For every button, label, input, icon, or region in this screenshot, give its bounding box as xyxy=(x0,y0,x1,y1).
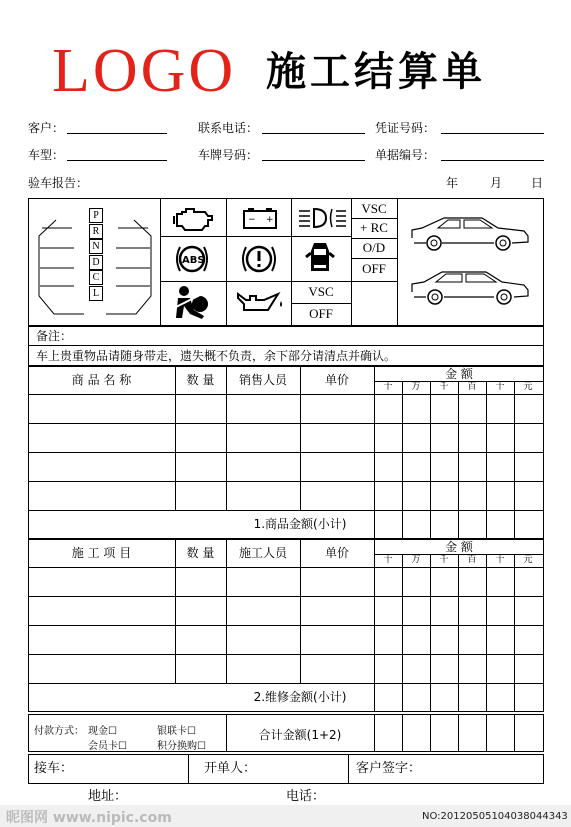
footer-row xyxy=(28,754,544,784)
goods_table-row[interactable] xyxy=(29,424,543,452)
logo: LOGO xyxy=(52,37,237,105)
service_table-digit-header: 万 xyxy=(411,555,421,565)
goods_table-digit-header: 万 xyxy=(411,382,421,392)
voucher-label: 凭证号码： xyxy=(375,121,436,135)
customer-label: 客户： xyxy=(28,121,65,135)
car-side-icon-2 xyxy=(408,266,532,308)
service_table-digit-header: 元 xyxy=(523,555,533,565)
vsc-rc-label: O/D xyxy=(362,240,386,255)
service_table-digit-header: 百 xyxy=(467,555,477,565)
voucher-field[interactable] xyxy=(441,119,544,134)
phone-field[interactable] xyxy=(262,119,365,134)
service_table-digit-header: 千 xyxy=(439,555,449,565)
abs-label: ABS xyxy=(182,255,205,266)
goods_table-row[interactable] xyxy=(29,482,543,510)
goods_table-digit-header: 元 xyxy=(523,382,533,392)
vsc-rc-label: VSC xyxy=(361,201,387,216)
goods_table-header: 数 量 xyxy=(186,373,215,387)
unionpay-checkbox[interactable]: 银联卡☐ xyxy=(157,726,196,737)
customer-field[interactable] xyxy=(67,119,167,134)
vsc-rc-label: OFF xyxy=(362,261,386,276)
watermark-id: NO:20120505104038044343 xyxy=(422,811,568,822)
service_table-row[interactable] xyxy=(29,568,543,596)
vsc-rc-label: + RC xyxy=(360,220,388,235)
service_table-row[interactable] xyxy=(29,597,543,625)
month-label: 月 xyxy=(490,176,503,190)
page-title: 施工结算单 xyxy=(266,48,486,95)
gear-letter: N xyxy=(89,239,103,254)
goods_table-digit-header: 千 xyxy=(439,382,449,392)
plate-field[interactable] xyxy=(262,146,365,161)
phone-label: 联系电话： xyxy=(198,121,259,135)
goods_table-row[interactable] xyxy=(29,395,543,423)
car-model-field[interactable] xyxy=(67,146,167,161)
total-label: 合计金额(1+2) xyxy=(258,728,342,742)
service_table-digit-header: 十 xyxy=(383,555,393,565)
service_table-amount-header: 金 额 xyxy=(445,540,473,554)
door-open-icon xyxy=(305,239,335,277)
watermark-site: 昵图网 www.nipic.com xyxy=(6,810,172,826)
doc-no-label: 单据编号： xyxy=(375,148,436,162)
issuer-label: 开单人： xyxy=(204,761,257,776)
service_table-header: 施 工 项 目 xyxy=(71,546,132,560)
inspection-label: 验车报告： xyxy=(28,176,89,190)
gear-letter: D xyxy=(89,255,103,270)
car-model-label: 车型： xyxy=(28,148,65,162)
goods_table-subtotal: 1.商品金额(小计) xyxy=(253,517,347,531)
service_table-header: 施工人员 xyxy=(238,546,287,560)
service_table-row[interactable] xyxy=(29,626,543,654)
gear-letter: L xyxy=(89,286,103,301)
payment-method-label: 付款方式： xyxy=(34,726,84,737)
svg-text:−: − xyxy=(248,215,256,225)
fog-light-icon xyxy=(296,206,348,230)
remark-row[interactable] xyxy=(28,326,544,346)
service_table-header: 单价 xyxy=(324,546,349,560)
engine-icon xyxy=(172,206,214,232)
goods_table-header: 商 品 名 称 xyxy=(71,373,132,387)
vsc-off-label: VSC xyxy=(308,284,334,299)
goods_table-amount-header: 金 额 xyxy=(445,367,473,381)
warning-text: 车上贵重物品请随身带走，遗失概不负责，余下部分请清点并确认。 xyxy=(36,349,397,363)
pickup-label: 接车： xyxy=(34,761,74,776)
svg-text:+: + xyxy=(266,215,274,225)
goods_table-digit-header: 十 xyxy=(495,382,505,392)
year-label: 年 xyxy=(446,176,459,190)
goods_table-digit-header: 百 xyxy=(467,382,477,392)
service_table-digit-header: 十 xyxy=(495,555,505,565)
warning-icon xyxy=(240,241,278,277)
cash-checkbox[interactable]: 现金☐ xyxy=(88,726,117,737)
service_table-row[interactable] xyxy=(29,655,543,683)
goods_table-digit-header: 十 xyxy=(383,382,393,392)
battery-icon xyxy=(242,206,278,230)
goods_table-row[interactable] xyxy=(29,453,543,481)
oil-icon xyxy=(234,286,286,316)
service_table-header: 数 量 xyxy=(186,546,215,560)
airbag-icon xyxy=(170,284,214,322)
gear-letter: P xyxy=(89,208,103,223)
goods_table-header: 销售人员 xyxy=(238,373,287,387)
gear-letter: C xyxy=(89,270,103,285)
member-card-checkbox[interactable]: 会员卡☐ xyxy=(88,741,127,752)
vsc-off-label: OFF xyxy=(309,306,333,321)
goods_table-header: 单价 xyxy=(324,373,349,387)
gear-letter: R xyxy=(89,224,103,239)
address-label: 地址： xyxy=(88,789,128,804)
tel-label: 电话： xyxy=(286,789,326,804)
remark-label: 备注： xyxy=(36,329,73,343)
points-checkbox[interactable]: 积分换购☐ xyxy=(157,741,206,752)
service_table-subtotal: 2.维修金额(小计) xyxy=(253,690,347,704)
car-side-icon xyxy=(408,210,532,254)
plate-label: 车牌号码： xyxy=(198,148,259,162)
doc-no-field[interactable] xyxy=(441,146,544,161)
signature-label: 客户签字： xyxy=(356,761,422,776)
abs-icon xyxy=(173,241,211,277)
day-label: 日 xyxy=(531,176,544,190)
